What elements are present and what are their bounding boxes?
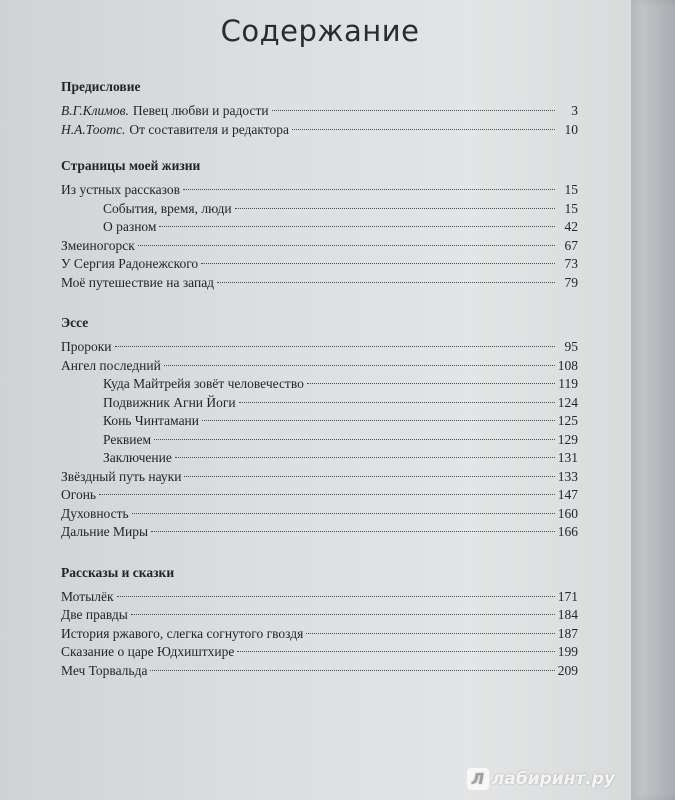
entry-page: 95 [564,339,578,354]
entry-author: Н.А.Тоотс. [61,121,126,137]
labyrinth-logo-icon: Л [467,768,489,790]
toc-entry [61,274,578,293]
toc-subentry [61,412,578,431]
toc-entry [61,357,578,376]
watermark [467,768,615,790]
toc-entry [61,505,578,524]
dot-leader [306,633,554,634]
dot-leader [150,670,554,671]
toc-subentry [61,200,578,219]
watermark-text: лабиринт.ру [491,769,615,789]
toc-entry [61,643,578,662]
toc-entry [61,662,578,681]
dot-leader [131,614,555,615]
toc-entry [61,338,578,357]
entry-page: 199 [557,644,578,659]
entry-title: Дальние Миры [61,524,149,539]
toc-subentry [61,375,578,394]
entry-page: 184 [557,607,578,622]
toc-entry [61,181,578,200]
entry-title: Две правды [61,607,128,622]
dot-leader [151,531,555,532]
entry-page: 15 [564,200,578,216]
entry-page: 131 [557,450,578,465]
page-edge [631,0,675,800]
toc-entry [61,237,578,256]
entry-page: 10 [564,121,578,137]
entry-title: Моё путешествие на запад [61,274,215,290]
entry-title: Реквием [103,431,152,447]
toc-entry [61,486,578,505]
section-heading: Эссе [61,315,89,330]
entry-page: 119 [558,376,578,391]
entry-author: В.Г.Климов. [61,103,129,118]
entry-title: Подвижник Агни Йоги [103,394,236,410]
entry-page: 209 [557,662,578,678]
toc-entry [61,625,578,644]
dot-leader [272,110,555,111]
entry-title: Духовность [61,505,129,521]
dot-leader [132,513,555,514]
dot-leader [202,420,555,421]
dot-leader [99,494,555,495]
entry-title: История ржавого, слегка согнутого гвоздя [61,625,304,641]
entry-title: Звёздный путь науки [61,468,182,484]
entry-title: События, время, люди [103,200,232,216]
section-heading: Предисловие [61,79,141,94]
dot-leader [292,129,555,130]
dot-leader [183,189,555,190]
toc-entry [61,121,578,140]
section-heading: Рассказы и сказки [61,564,175,580]
entry-page: 166 [557,524,578,539]
dot-leader [184,476,554,477]
toc-subentry [61,394,578,413]
entry-title: Мотылёк [61,588,114,604]
dot-leader [217,282,555,283]
entry-page: 108 [557,357,578,373]
toc-entry [61,588,578,607]
entry-title: Ангел последний [61,357,161,373]
dot-leader [239,402,555,403]
toc-entry [61,606,578,625]
dot-leader [115,346,555,347]
entry-page: 73 [564,256,578,271]
toc-entry [61,102,578,121]
dot-leader [175,457,555,458]
entry-title: Меч Торвальда [61,662,148,678]
entry-title: О разном [103,219,157,234]
entry-title: У Сергия Радонежского [61,256,199,271]
entry-page: 3 [571,103,578,118]
entry-title: Куда Майтрейя зовёт человечество [103,376,304,391]
entry-page: 125 [557,413,578,428]
entry-page: 67 [564,237,578,253]
dot-leader [159,226,555,227]
section-heading: Страницы моей жизни [61,158,201,173]
entry-page: 124 [557,394,578,410]
dot-leader [237,651,554,652]
table-of-contents [61,78,578,680]
entry-page: 42 [564,219,578,234]
dot-leader [138,245,555,246]
entry-page: 187 [557,625,578,641]
entry-title: От составителя и редактора [129,121,289,137]
entry-page: 79 [564,274,578,290]
entry-title: Из устных рассказов [61,182,180,197]
toc-subentry [61,449,578,468]
dot-leader [201,263,555,264]
toc-subentry [61,431,578,450]
page-title: Содержание [220,14,420,48]
entry-title: Змеиногорск [61,237,135,253]
dot-leader [117,596,555,597]
entry-title: Певец любви и радости [132,103,269,118]
entry-page: 147 [557,487,578,502]
dot-leader [164,365,555,366]
entry-title: Пророки [61,339,112,354]
entry-page: 171 [557,588,578,604]
toc-subentry [61,218,578,237]
entry-title: Заключение [103,450,172,465]
toc-entry [61,468,578,487]
entry-title: Сказание о царе Юдхиштхире [61,644,235,659]
dot-leader [307,383,555,384]
entry-page: 133 [557,468,578,484]
toc-entry [61,255,578,274]
entry-page: 160 [557,505,578,521]
toc-entry [61,523,578,542]
dot-leader [235,208,555,209]
entry-title: Огонь [61,487,97,502]
entry-page: 129 [557,431,578,447]
entry-title: Конь Чинтамани [103,413,200,428]
dot-leader [154,439,555,440]
entry-page: 15 [564,182,578,197]
